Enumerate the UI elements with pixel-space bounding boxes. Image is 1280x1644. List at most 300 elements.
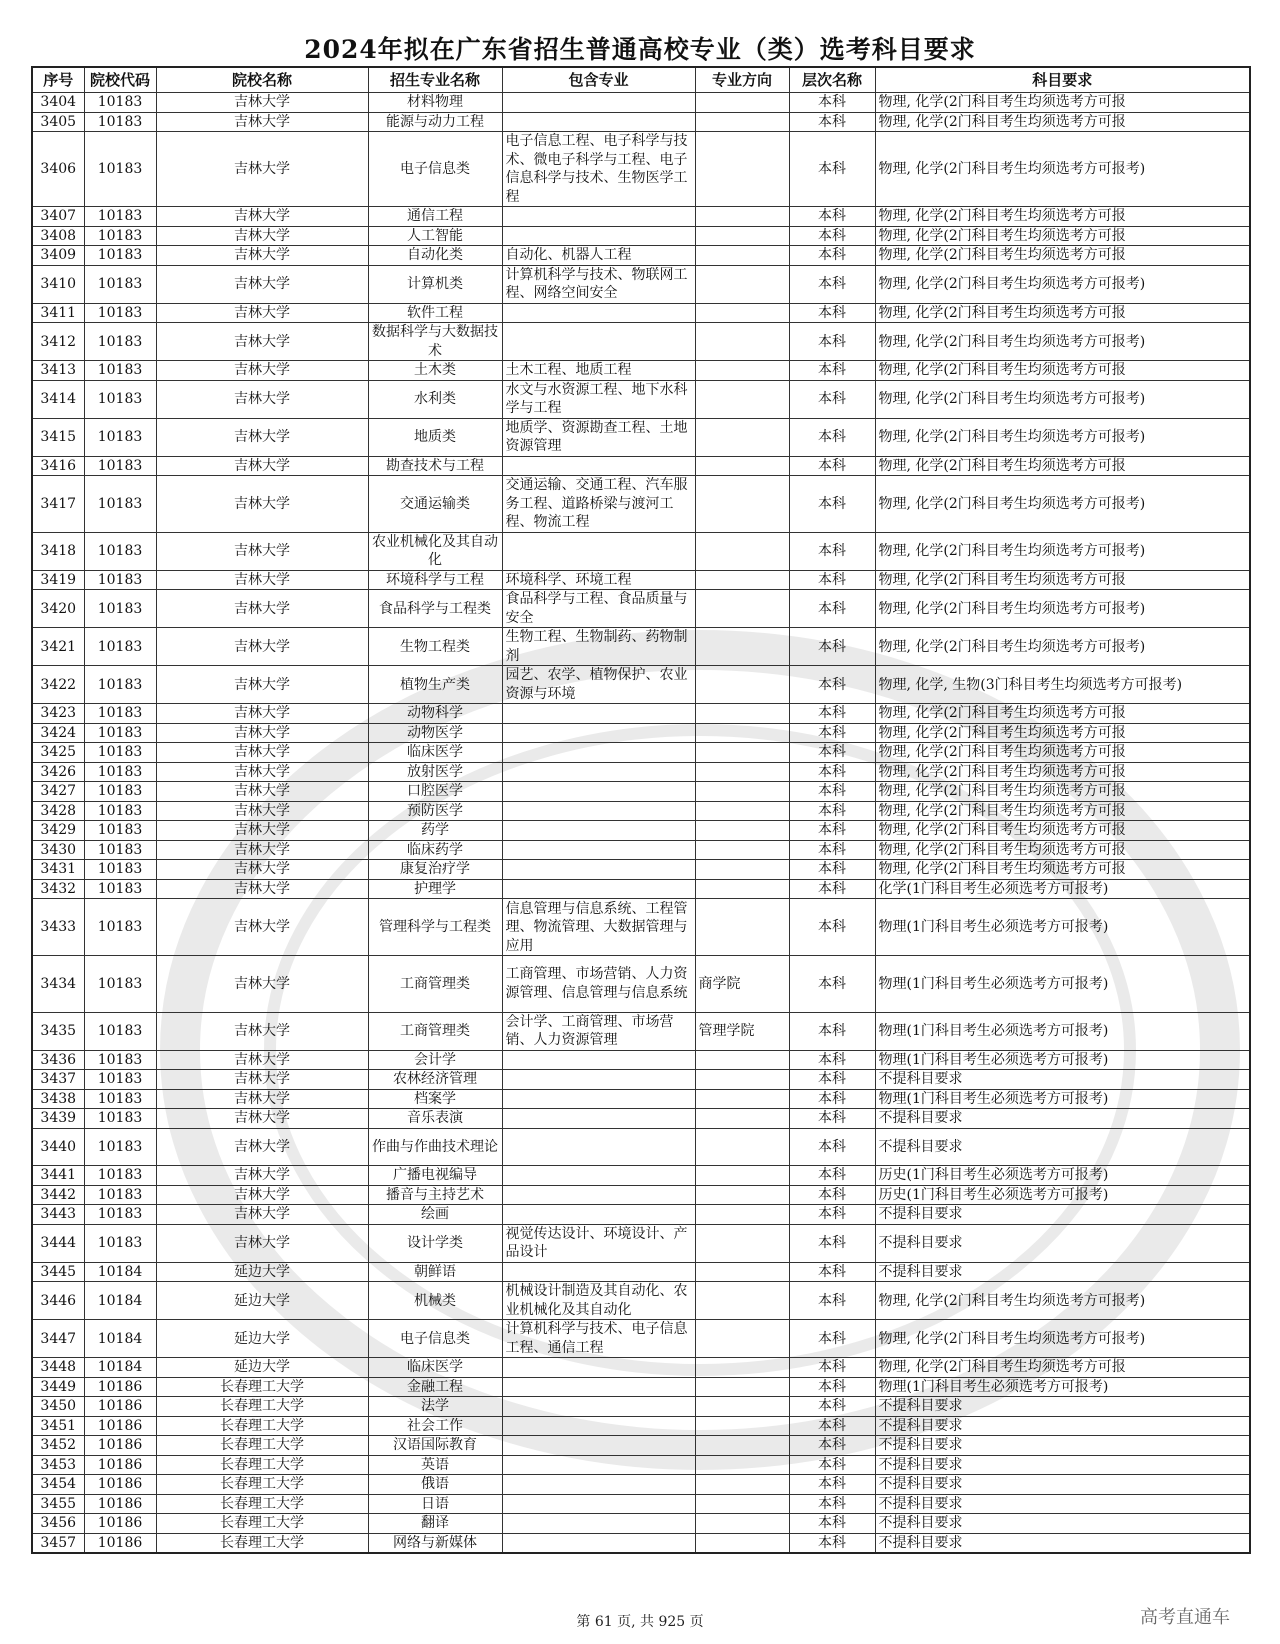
row-level: 本科: [789, 265, 875, 303]
row-level: 本科: [789, 821, 875, 841]
row-sub-majors: [502, 1514, 695, 1534]
row-no: 3453: [32, 1455, 84, 1475]
row-level: 本科: [789, 226, 875, 246]
row-requirement: 物理, 化学, 生物(3门科目考生均须选考方可报考): [875, 666, 1250, 704]
row-requirement: 物理, 化学(2门科目考生均须选考方可报考): [875, 380, 1250, 418]
header-sub-majors: 包含专业: [502, 67, 695, 93]
row-school: 长春理工大学: [156, 1494, 368, 1514]
row-sub-majors: 环境科学、环境工程: [502, 570, 695, 590]
row-requirement: 物理(1门科目考生必须选考方可报考): [875, 1012, 1250, 1050]
row-level: 本科: [789, 1494, 875, 1514]
row-code: 10186: [84, 1514, 156, 1534]
row-level: 本科: [789, 801, 875, 821]
row-level: 本科: [789, 418, 875, 456]
table-row: [32, 899, 1250, 956]
row-sub-majors: [502, 532, 695, 570]
row-school: 吉林大学: [156, 112, 368, 132]
row-code: 10186: [84, 1416, 156, 1436]
row-requirement: 历史(1门科目考生必须选考方可报考): [875, 1166, 1250, 1186]
row-direction: [695, 590, 789, 628]
row-requirement: 物理(1门科目考生必须选考方可报考): [875, 899, 1250, 956]
row-code: 10183: [84, 801, 156, 821]
row-major: 翻译: [368, 1514, 502, 1534]
row-no: 3413: [32, 361, 84, 381]
row-sub-majors: 土木工程、地质工程: [502, 361, 695, 381]
row-school: 吉林大学: [156, 704, 368, 724]
row-code: 10183: [84, 899, 156, 956]
row-major: 计算机类: [368, 265, 502, 303]
table-row: [32, 246, 1250, 266]
row-code: 10183: [84, 1109, 156, 1129]
row-school: 吉林大学: [156, 590, 368, 628]
row-no: 3440: [32, 1128, 84, 1166]
row-sub-majors: 食品科学与工程、食品质量与安全: [502, 590, 695, 628]
row-code: 10183: [84, 704, 156, 724]
row-direction: [695, 570, 789, 590]
row-no: 3407: [32, 207, 84, 227]
row-sub-majors: [502, 840, 695, 860]
table-row: [32, 590, 1250, 628]
table-row: [32, 801, 1250, 821]
row-sub-majors: [502, 762, 695, 782]
row-school: 吉林大学: [156, 840, 368, 860]
table-row: [32, 743, 1250, 763]
row-major: 朝鲜语: [368, 1262, 502, 1282]
row-requirement: 物理(1门科目考生必须选考方可报考): [875, 1089, 1250, 1109]
row-school: 吉林大学: [156, 1012, 368, 1050]
row-major: 汉语国际教育: [368, 1436, 502, 1456]
row-no: 3404: [32, 93, 84, 113]
row-school: 吉林大学: [156, 860, 368, 880]
row-direction: [695, 132, 789, 207]
row-major: 勘查技术与工程: [368, 456, 502, 476]
row-major: 护理学: [368, 879, 502, 899]
row-school: 吉林大学: [156, 570, 368, 590]
row-direction: [695, 723, 789, 743]
row-school: 吉林大学: [156, 666, 368, 704]
row-requirement: 不提科目要求: [875, 1455, 1250, 1475]
row-no: 3421: [32, 628, 84, 666]
row-major: 通信工程: [368, 207, 502, 227]
row-requirement: 不提科目要求: [875, 1128, 1250, 1166]
row-sub-majors: 水文与水资源工程、地下水科学与工程: [502, 380, 695, 418]
row-no: 3448: [32, 1358, 84, 1378]
row-school: 长春理工大学: [156, 1436, 368, 1456]
table-row: [32, 226, 1250, 246]
row-no: 3446: [32, 1282, 84, 1320]
row-code: 10183: [84, 743, 156, 763]
row-sub-majors: [502, 1128, 695, 1166]
row-level: 本科: [789, 1436, 875, 1456]
row-sub-majors: [502, 303, 695, 323]
row-requirement: 物理, 化学(2门科目考生均须选考方可报: [875, 112, 1250, 132]
row-sub-majors: [502, 207, 695, 227]
row-level: 本科: [789, 456, 875, 476]
row-requirement: 物理, 化学(2门科目考生均须选考方可报考): [875, 132, 1250, 207]
row-direction: [695, 93, 789, 113]
row-requirement: 物理, 化学(2门科目考生均须选考方可报: [875, 361, 1250, 381]
row-code: 10183: [84, 361, 156, 381]
row-requirement: 物理, 化学(2门科目考生均须选考方可报: [875, 782, 1250, 802]
row-direction: [695, 207, 789, 227]
row-direction: [695, 1089, 789, 1109]
row-no: 3445: [32, 1262, 84, 1282]
row-no: 3454: [32, 1475, 84, 1495]
row-no: 3455: [32, 1494, 84, 1514]
row-school: 延边大学: [156, 1320, 368, 1358]
row-no: 3424: [32, 723, 84, 743]
row-major: 档案学: [368, 1089, 502, 1109]
row-sub-majors: 电子信息工程、电子科学与技术、微电子科学与工程、电子信息科学与技术、生物医学工程: [502, 132, 695, 207]
header-major: 招生专业名称: [368, 67, 502, 93]
table-row: [32, 1436, 1250, 1456]
row-level: 本科: [789, 303, 875, 323]
row-no: 3451: [32, 1416, 84, 1436]
row-sub-majors: [502, 1070, 695, 1090]
header-school: 院校名称: [156, 67, 368, 93]
row-requirement: 物理, 化学(2门科目考生均须选考方可报考): [875, 1320, 1250, 1358]
row-sub-majors: 视觉传达设计、环境设计、产品设计: [502, 1224, 695, 1262]
row-no: 3422: [32, 666, 84, 704]
row-level: 本科: [789, 1089, 875, 1109]
row-no: 3450: [32, 1397, 84, 1417]
row-direction: [695, 476, 789, 533]
row-code: 10183: [84, 1185, 156, 1205]
row-level: 本科: [789, 1262, 875, 1282]
row-no: 3437: [32, 1070, 84, 1090]
row-sub-majors: [502, 323, 695, 361]
row-major: 临床医学: [368, 1358, 502, 1378]
table-row: [32, 1377, 1250, 1397]
table-row: [32, 1205, 1250, 1225]
row-major: 环境科学与工程: [368, 570, 502, 590]
row-major: 管理科学与工程类: [368, 899, 502, 956]
row-no: 3420: [32, 590, 84, 628]
row-code: 10183: [84, 1166, 156, 1186]
row-direction: [695, 1320, 789, 1358]
row-code: 10183: [84, 1012, 156, 1050]
row-major: 口腔医学: [368, 782, 502, 802]
row-code: 10186: [84, 1533, 156, 1553]
row-major: 俄语: [368, 1475, 502, 1495]
row-level: 本科: [789, 1416, 875, 1436]
table-row: [32, 1514, 1250, 1534]
row-sub-majors: 自动化、机器人工程: [502, 246, 695, 266]
row-no: 3444: [32, 1224, 84, 1262]
row-direction: [695, 1358, 789, 1378]
row-level: 本科: [789, 1050, 875, 1070]
row-requirement: 物理, 化学(2门科目考生均须选考方可报: [875, 570, 1250, 590]
row-school: 长春理工大学: [156, 1416, 368, 1436]
row-code: 10184: [84, 1358, 156, 1378]
table-row: [32, 1416, 1250, 1436]
row-direction: [695, 821, 789, 841]
row-code: 10183: [84, 782, 156, 802]
row-school: 长春理工大学: [156, 1533, 368, 1553]
row-major: 绘画: [368, 1205, 502, 1225]
row-requirement: 历史(1门科目考生必须选考方可报考): [875, 1185, 1250, 1205]
row-level: 本科: [789, 956, 875, 1013]
row-requirement: 不提科目要求: [875, 1475, 1250, 1495]
row-no: 3433: [32, 899, 84, 956]
row-major: 水利类: [368, 380, 502, 418]
row-level: 本科: [789, 1377, 875, 1397]
row-no: 3412: [32, 323, 84, 361]
row-direction: [695, 1070, 789, 1090]
row-direction: [695, 1416, 789, 1436]
row-sub-majors: [502, 743, 695, 763]
row-direction: [695, 1224, 789, 1262]
row-code: 10183: [84, 666, 156, 704]
row-school: 吉林大学: [156, 1224, 368, 1262]
row-requirement: 物理(1门科目考生必须选考方可报考): [875, 956, 1250, 1013]
row-major: 工商管理类: [368, 956, 502, 1013]
table-row: [32, 1070, 1250, 1090]
row-direction: [695, 840, 789, 860]
row-level: 本科: [789, 1166, 875, 1186]
row-requirement: 不提科目要求: [875, 1205, 1250, 1225]
row-major: 能源与动力工程: [368, 112, 502, 132]
row-code: 10186: [84, 1455, 156, 1475]
row-major: 音乐表演: [368, 1109, 502, 1129]
row-level: 本科: [789, 782, 875, 802]
row-code: 10183: [84, 860, 156, 880]
row-requirement: 物理, 化学(2门科目考生均须选考方可报: [875, 723, 1250, 743]
row-level: 本科: [789, 323, 875, 361]
page-footer: 第 61 页, 共 925 页: [576, 1614, 704, 1630]
row-sub-majors: 地质学、资源勘查工程、土地资源管理: [502, 418, 695, 456]
row-level: 本科: [789, 666, 875, 704]
row-code: 10183: [84, 226, 156, 246]
row-requirement: 物理, 化学(2门科目考生均须选考方可报: [875, 1358, 1250, 1378]
row-level: 本科: [789, 762, 875, 782]
row-sub-majors: 交通运输、交通工程、汽车服务工程、道路桥梁与渡河工程、物流工程: [502, 476, 695, 533]
row-school: 延边大学: [156, 1358, 368, 1378]
row-direction: [695, 1185, 789, 1205]
row-code: 10184: [84, 1282, 156, 1320]
table-row: [32, 1128, 1250, 1166]
row-level: 本科: [789, 246, 875, 266]
row-sub-majors: [502, 1475, 695, 1495]
row-sub-majors: [502, 1050, 695, 1070]
row-sub-majors: [502, 801, 695, 821]
row-no: 3418: [32, 532, 84, 570]
row-school: 吉林大学: [156, 246, 368, 266]
table-row: [32, 666, 1250, 704]
row-major: 机械类: [368, 1282, 502, 1320]
row-major: 软件工程: [368, 303, 502, 323]
row-major: 植物生产类: [368, 666, 502, 704]
row-level: 本科: [789, 476, 875, 533]
row-requirement: 物理, 化学(2门科目考生均须选考方可报考): [875, 590, 1250, 628]
row-code: 10186: [84, 1494, 156, 1514]
table-row: [32, 1282, 1250, 1320]
row-no: 3417: [32, 476, 84, 533]
row-major: 材料物理: [368, 93, 502, 113]
row-code: 10183: [84, 112, 156, 132]
row-code: 10183: [84, 1089, 156, 1109]
row-school: 吉林大学: [156, 265, 368, 303]
row-direction: [695, 704, 789, 724]
row-requirement: 不提科目要求: [875, 1436, 1250, 1456]
row-level: 本科: [789, 1070, 875, 1090]
row-school: 长春理工大学: [156, 1475, 368, 1495]
table-row: [32, 1358, 1250, 1378]
row-school: 吉林大学: [156, 1089, 368, 1109]
row-direction: [695, 1494, 789, 1514]
row-no: 3428: [32, 801, 84, 821]
row-requirement: 不提科目要求: [875, 1397, 1250, 1417]
row-school: 长春理工大学: [156, 1514, 368, 1534]
row-requirement: 化学(1门科目考生必须选考方可报考): [875, 879, 1250, 899]
row-direction: [695, 1475, 789, 1495]
row-no: 3427: [32, 782, 84, 802]
row-code: 10183: [84, 1128, 156, 1166]
row-no: 3436: [32, 1050, 84, 1070]
row-level: 本科: [789, 361, 875, 381]
row-school: 吉林大学: [156, 801, 368, 821]
row-no: 3432: [32, 879, 84, 899]
row-school: 长春理工大学: [156, 1377, 368, 1397]
row-requirement: 不提科目要求: [875, 1109, 1250, 1129]
row-code: 10183: [84, 207, 156, 227]
row-major: 播音与主持艺术: [368, 1185, 502, 1205]
row-school: 吉林大学: [156, 743, 368, 763]
row-sub-majors: [502, 93, 695, 113]
row-school: 吉林大学: [156, 456, 368, 476]
table-row: [32, 1185, 1250, 1205]
row-major: 会计学: [368, 1050, 502, 1070]
row-sub-majors: [502, 1377, 695, 1397]
row-major: 网络与新媒体: [368, 1533, 502, 1553]
row-school: 吉林大学: [156, 303, 368, 323]
row-no: 3409: [32, 246, 84, 266]
row-sub-majors: [502, 1436, 695, 1456]
row-sub-majors: [502, 1262, 695, 1282]
row-requirement: 物理, 化学(2门科目考生均须选考方可报: [875, 743, 1250, 763]
row-major: 电子信息类: [368, 132, 502, 207]
row-major: 法学: [368, 1397, 502, 1417]
table-row: [32, 456, 1250, 476]
row-major: 电子信息类: [368, 1320, 502, 1358]
row-level: 本科: [789, 1224, 875, 1262]
table-row: [32, 879, 1250, 899]
row-sub-majors: 计算机科学与技术、电子信息工程、通信工程: [502, 1320, 695, 1358]
row-code: 10183: [84, 476, 156, 533]
row-code: 10184: [84, 1262, 156, 1282]
row-no: 3438: [32, 1089, 84, 1109]
row-major: 预防医学: [368, 801, 502, 821]
header-direction: 专业方向: [695, 67, 789, 93]
row-direction: [695, 801, 789, 821]
row-no: 3449: [32, 1377, 84, 1397]
row-no: 3439: [32, 1109, 84, 1129]
row-direction: [695, 628, 789, 666]
row-level: 本科: [789, 1358, 875, 1378]
row-level: 本科: [789, 1185, 875, 1205]
row-direction: [695, 532, 789, 570]
table-row: [32, 93, 1250, 113]
row-direction: [695, 879, 789, 899]
table-row: [32, 1494, 1250, 1514]
row-level: 本科: [789, 1282, 875, 1320]
row-level: 本科: [789, 899, 875, 956]
row-sub-majors: [502, 1455, 695, 1475]
row-school: 吉林大学: [156, 323, 368, 361]
row-major: 地质类: [368, 418, 502, 456]
row-school: 吉林大学: [156, 1205, 368, 1225]
row-major: 交通运输类: [368, 476, 502, 533]
row-sub-majors: [502, 1089, 695, 1109]
row-level: 本科: [789, 1455, 875, 1475]
row-requirement: 物理, 化学(2门科目考生均须选考方可报考): [875, 418, 1250, 456]
row-code: 10183: [84, 532, 156, 570]
row-school: 吉林大学: [156, 380, 368, 418]
row-no: 3419: [32, 570, 84, 590]
row-requirement: 物理, 化学(2门科目考生均须选考方可报: [875, 762, 1250, 782]
table-row: [32, 1533, 1250, 1553]
table-row: [32, 112, 1250, 132]
row-level: 本科: [789, 723, 875, 743]
row-sub-majors: 计算机科学与技术、物联网工程、网络空间安全: [502, 265, 695, 303]
table-row: [32, 1166, 1250, 1186]
row-sub-majors: [502, 821, 695, 841]
row-school: 延边大学: [156, 1262, 368, 1282]
row-direction: 管理学院: [695, 1012, 789, 1050]
table-row: [32, 1455, 1250, 1475]
row-requirement: 不提科目要求: [875, 1224, 1250, 1262]
table-row: [32, 860, 1250, 880]
table-row: [32, 762, 1250, 782]
row-requirement: 物理, 化学(2门科目考生均须选考方可报: [875, 840, 1250, 860]
row-direction: [695, 1455, 789, 1475]
row-requirement: 物理, 化学(2门科目考生均须选考方可报考): [875, 323, 1250, 361]
header-requirement: 科目要求: [875, 67, 1250, 93]
row-requirement: 物理, 化学(2门科目考生均须选考方可报: [875, 704, 1250, 724]
row-school: 吉林大学: [156, 821, 368, 841]
row-school: 吉林大学: [156, 1070, 368, 1090]
row-sub-majors: [502, 1185, 695, 1205]
row-direction: [695, 456, 789, 476]
row-sub-majors: [502, 456, 695, 476]
row-code: 10186: [84, 1475, 156, 1495]
row-direction: [695, 265, 789, 303]
row-requirement: 物理, 化学(2门科目考生均须选考方可报: [875, 801, 1250, 821]
row-requirement: 物理, 化学(2门科目考生均须选考方可报: [875, 821, 1250, 841]
row-no: 3425: [32, 743, 84, 763]
row-major: 药学: [368, 821, 502, 841]
row-major: 临床医学: [368, 743, 502, 763]
row-no: 3434: [32, 956, 84, 1013]
row-school: 吉林大学: [156, 723, 368, 743]
row-school: 吉林大学: [156, 628, 368, 666]
row-sub-majors: 工商管理、市场营销、人力资源管理、信息管理与信息系统: [502, 956, 695, 1013]
row-no: 3415: [32, 418, 84, 456]
row-no: 3441: [32, 1166, 84, 1186]
row-major: 工商管理类: [368, 1012, 502, 1050]
table-row: [32, 361, 1250, 381]
row-level: 本科: [789, 628, 875, 666]
row-code: 10183: [84, 956, 156, 1013]
row-direction: [695, 1397, 789, 1417]
row-school: 吉林大学: [156, 879, 368, 899]
row-code: 10183: [84, 1050, 156, 1070]
brand-watermark: 高考直通车: [1140, 1607, 1230, 1628]
row-direction: [695, 1436, 789, 1456]
table-row: [32, 265, 1250, 303]
row-major: 广播电视编导: [368, 1166, 502, 1186]
row-direction: [695, 1166, 789, 1186]
